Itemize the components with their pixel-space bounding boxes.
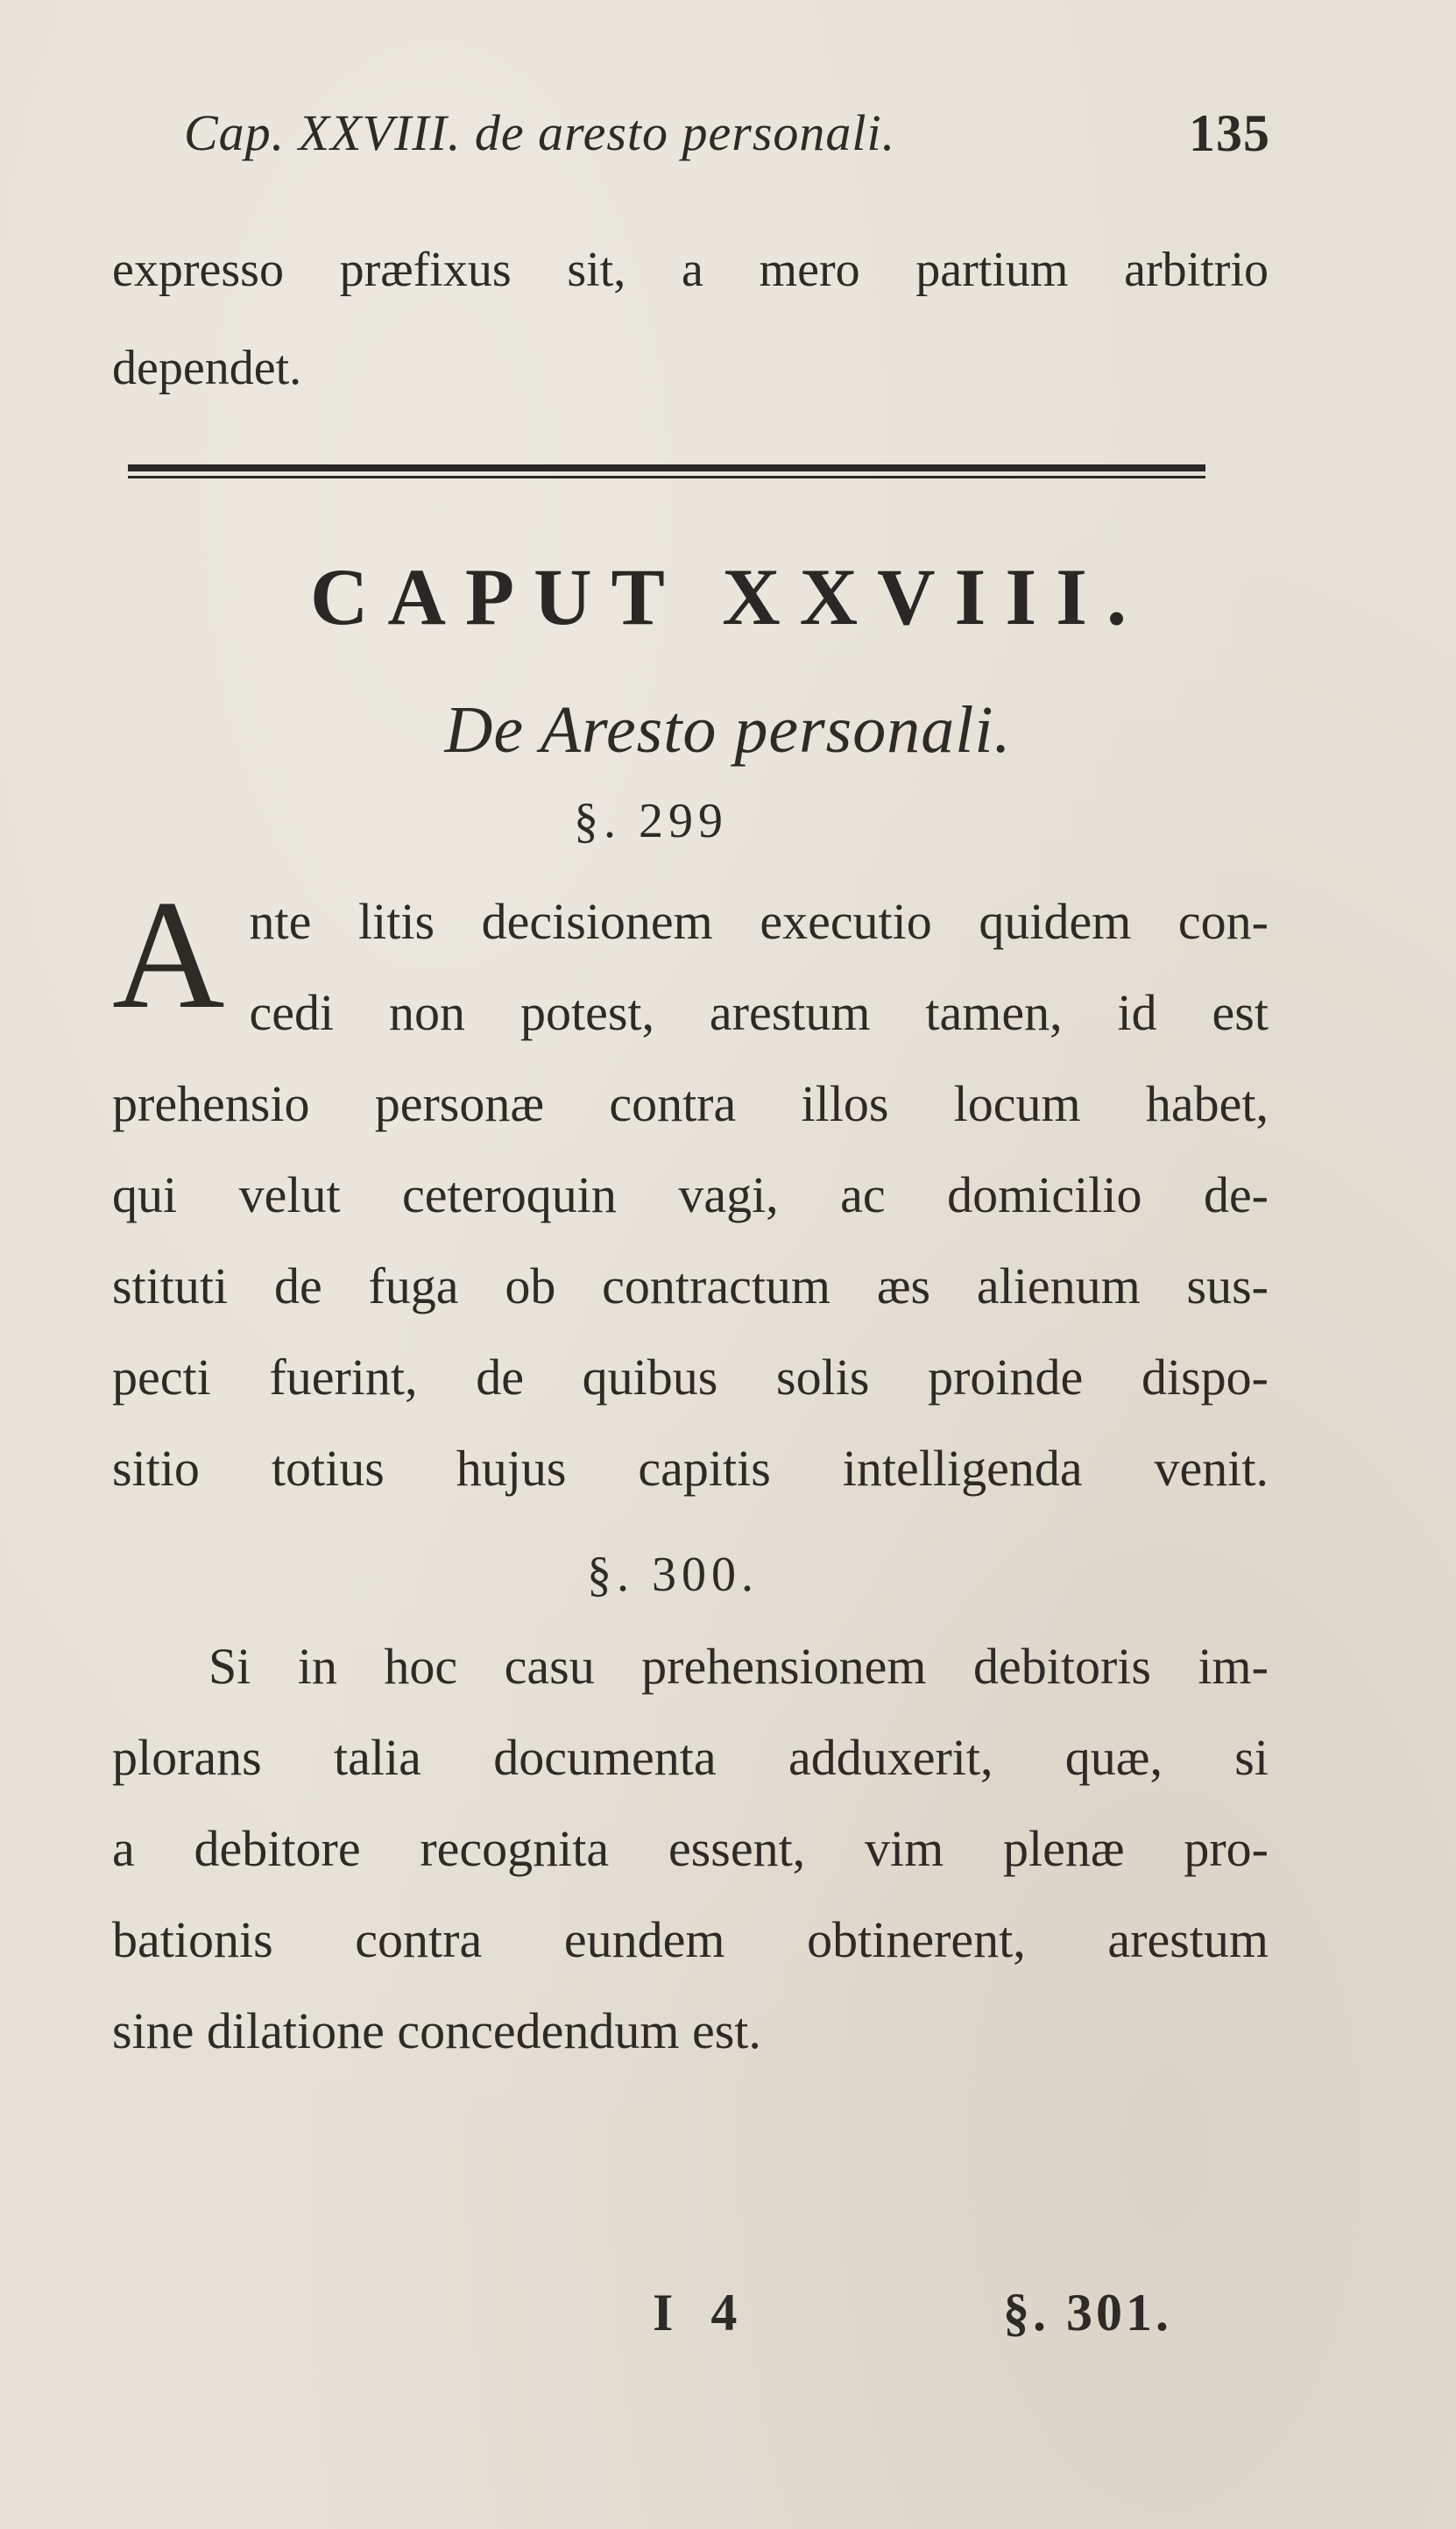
running-head [184, 103, 1270, 182]
drop-cap: A [112, 868, 225, 1041]
text-line: nte litis decisionem executio quidem con- [249, 893, 1269, 950]
text-line: cedi non potest, arestum tamen, id est [249, 984, 1269, 1041]
double-rule-divider [128, 464, 1205, 480]
page-footer [0, 2283, 1456, 2362]
running-head-title: Cap. XXVIII. de aresto personali. [184, 104, 896, 161]
catchword: §. 301. [1003, 2284, 1172, 2341]
rule-thick [128, 464, 1205, 471]
text-line: sitio totius hujus capitis intelligenda venit. [112, 1440, 1269, 1497]
section-mark-299: §. 299 [574, 794, 728, 848]
text-line: dependet. [112, 341, 302, 395]
text-line: stituti de fuga ob contractum æs alienum sus- [112, 1257, 1269, 1314]
chapter-subtitle: De Aresto personali. [444, 693, 1012, 767]
text-line: bationis contra eundem obtinerent, arestum [112, 1911, 1269, 1968]
text-line: expresso præfixus sit, a mero partium arbitrio [112, 243, 1269, 297]
paragraph-299 [112, 868, 1269, 1514]
rule-thin [128, 476, 1205, 478]
text-line: prehensio personæ contra illos locum habet, [112, 1075, 1269, 1132]
text-line: sine dilatione concedendum est. [112, 2002, 761, 2059]
signature-mark: I 4 [653, 2284, 750, 2341]
text-line: Si in hoc casu prehensionem debitoris im- [209, 1638, 1269, 1695]
text-line: a debitore recognita essent, vim plenæ pro- [112, 1820, 1269, 1877]
paragraph-300 [112, 1621, 1269, 2077]
page-number: 135 [1189, 104, 1270, 162]
chapter-title: CAPUT XXVIII. [310, 552, 1146, 641]
section-mark-300: §. 300. [587, 1548, 759, 1602]
previous-section-text [112, 221, 1269, 417]
text-line: plorans talia documenta adduxerit, quæ, si [112, 1729, 1269, 1786]
text-line: qui velut ceteroquin vagi, ac domicilio de- [112, 1166, 1269, 1223]
text-line: pecti fuerint, de quibus solis proinde dispo- [112, 1349, 1269, 1406]
